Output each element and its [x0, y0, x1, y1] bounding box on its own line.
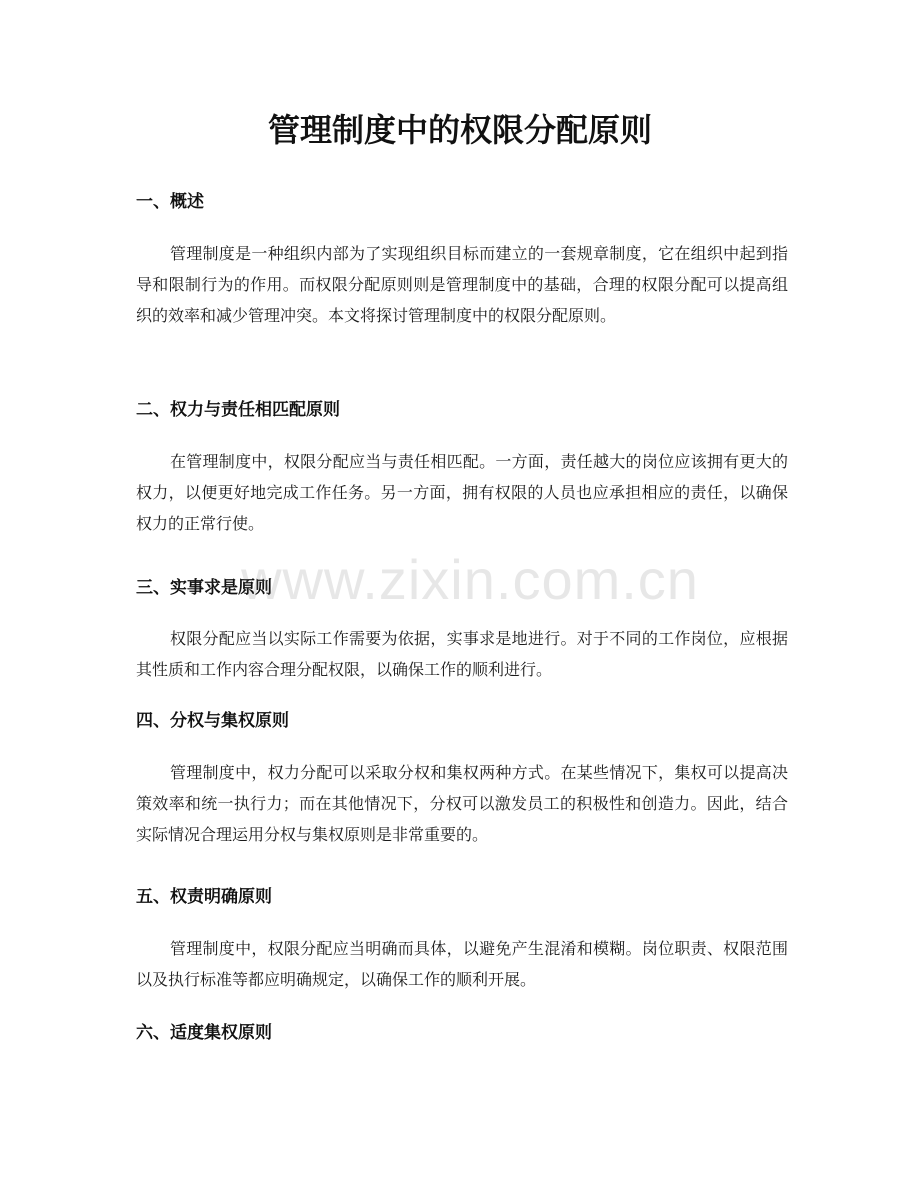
section-heading-overview: 一、概述 — [136, 192, 204, 212]
watermark: www.zixin.com.cn — [241, 548, 699, 611]
section-heading-clear-responsibility: 五、权责明确原则 — [136, 887, 272, 907]
section-paragraph-overview: 管理制度是一种组织内部为了实现组织目标而建立的一套规章制度，它在组织中起到指导和限制行为的作用。而权限分配原则则是管理制度中的基础，合理的权限分配可以提高组织的效率和减少管理冲突。本文将探讨管理制度中的权限分配原则。 — [136, 244, 788, 325]
section-paragraph-seek-truth: 权限分配应当以实际工作需要为依据，实事求是地进行。对于不同的工作岗位，应根据其性质和工作内容合理分配权限，以确保工作的顺利进行。 — [136, 629, 788, 679]
document-title: 管理制度中的权限分配原则 — [267, 111, 652, 149]
section-heading-power-responsibility: 二、权力与责任相匹配原则 — [136, 400, 340, 420]
section-paragraph-clear-responsibility: 管理制度中，权限分配应当明确而具体，以避免产生混淆和模糊。岗位职责、权限范围以及执行标准等都应明确规定，以确保工作的顺利开展。 — [136, 939, 788, 989]
section-heading-seek-truth: 三、实事求是原则 — [136, 578, 272, 598]
section-paragraph-power-responsibility: 在管理制度中，权限分配应当与责任相匹配。一方面，责任越大的岗位应该拥有更大的权力，以便更好地完成工作任务。另一方面，拥有权限的人员也应承担相应的责任，以确保权力的正常行使。 — [136, 452, 788, 533]
section-paragraph-decentralization: 管理制度中，权力分配可以采取分权和集权两种方式。在某些情况下，集权可以提高决策效率和统一执行力；而在其他情况下，分权可以激发员工的积极性和创造力。因此，结合实际情况合理运用分权与集权原则是非常重要的。 — [136, 763, 788, 844]
section-heading-decentralization: 四、分权与集权原则 — [136, 711, 289, 731]
section-heading-moderate-centralization: 六、适度集权原则 — [136, 1023, 272, 1043]
